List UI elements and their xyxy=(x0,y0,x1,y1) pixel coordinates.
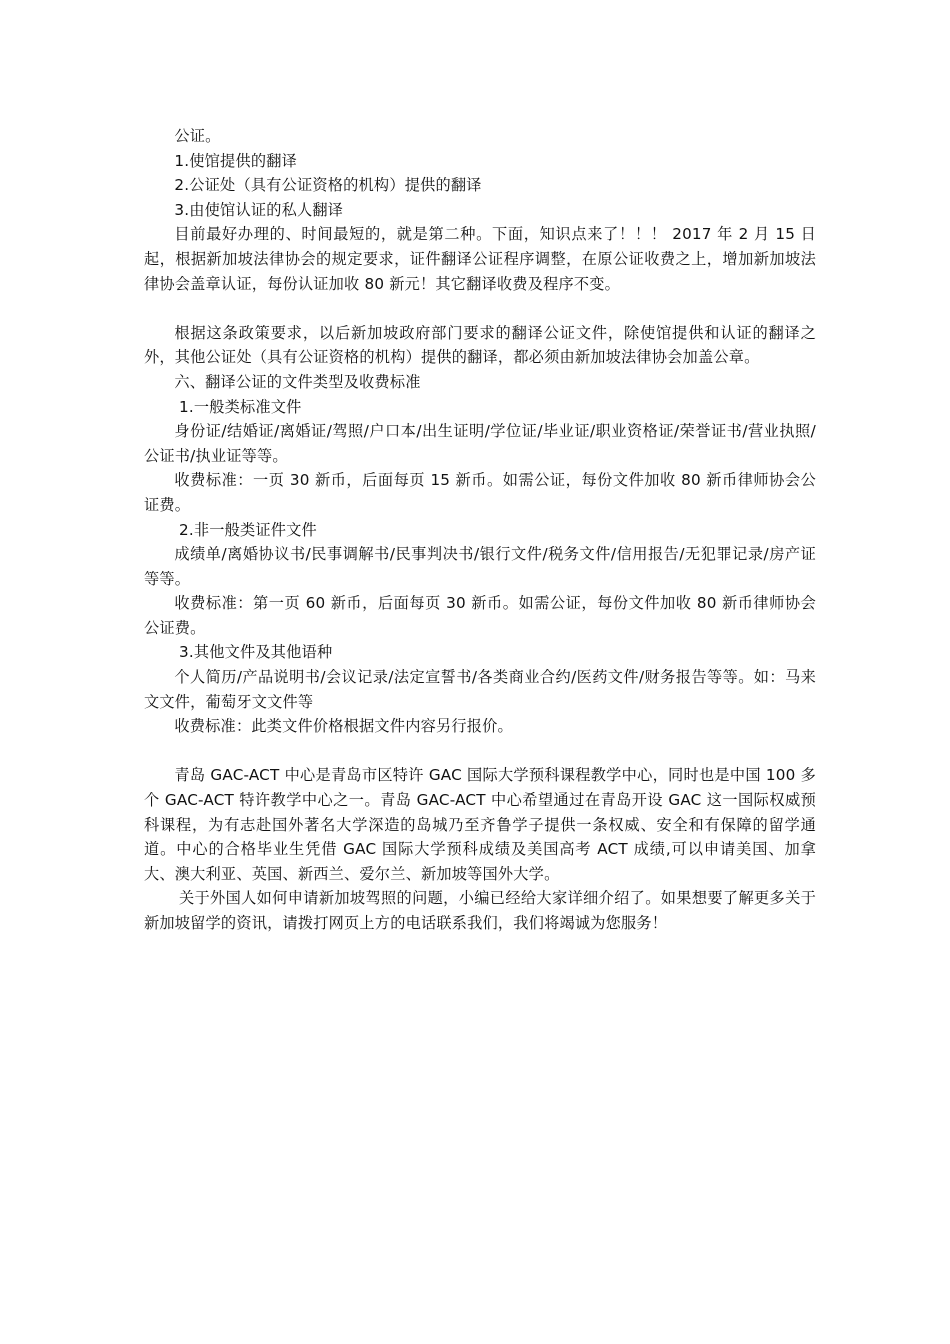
list-item-private-translation: 3.由使馆认证的私人翻译 xyxy=(174,200,344,219)
paragraph-general-documents-list: 身份证/结婚证/离婚证/驾照/户口本/出生证明/学位证/毕业证/职业资格证/荣誉证书/营业执照/公证书/执业证等等。 xyxy=(144,422,816,465)
paragraph-general-fee: 收费标准：一页 30 新币，后面每页 15 新币。如需公证，每份文件加收 80 新币律师协会公证费。 xyxy=(144,471,816,514)
paragraph-other-documents-list: 个人简历/产品说明书/会议记录/法定宣誓书/各类商业合约/医药文件/财务报告等等。如：马来文文件，葡萄牙文文件等 xyxy=(144,668,816,711)
list-item-notary-translation: 2.公证处（具有公证资格的机构）提供的翻译 xyxy=(174,176,482,195)
paragraph-policy-requirement: 根据这条政策要求，以后新加坡政府部门要求的翻译公证文件，除使馆提供和认证的翻译之外，其他公证处（具有公证资格的机构）提供的翻译，都必须由新加坡法律协会加盖公章。 xyxy=(144,323,816,367)
paragraph-other-fee: 收费标准：此类文件价格根据文件内容另行报价。 xyxy=(174,717,513,736)
subheading-other-documents: 3.其他文件及其他语种 xyxy=(178,643,333,662)
paragraph-closing: 关于外国人如何申请新加坡驾照的问题，小编已经给大家详细介绍了。如果想要了解更多关于新加坡留学的资讯，请拨打网页上方的电话联系我们，我们将竭诚为您服务！ xyxy=(144,889,816,932)
subheading-general-documents: 1.一般类标准文件 xyxy=(178,397,302,416)
document-body xyxy=(144,124,816,936)
paragraph-nongeneral-documents-list: 成绩单/离婚协议书/民事调解书/民事判决书/银行文件/税务文件/信用报告/无犯罪记录/房产证等等。 xyxy=(144,545,816,588)
paragraph-nongeneral-fee: 收费标准：第一页 60 新币，后面每页 30 新币。如需公证，每份文件加收 80 新币律师协会公证费。 xyxy=(144,594,816,637)
paragraph-gac-act-center: 青岛 GAC-ACT 中心是青岛市区特许 GAC 国际大学预科课程教学中心，同时也是中国 100 多个 GAC-ACT 特许教学中心之一。青岛 GAC-ACT 中心希望通过在青岛开设 GAC 这一国际权威预科课程，为有志赴国外著名大学深造的岛城乃至齐鲁学子提供一条权威、安全和有保障的留学通道。中心的合格毕业生凭借 GAC 国际大学预科成绩及美国高考 ACT 成绩,可以申请美国、加拿大、澳大利亚、英国、新西兰、爱尔兰、新加坡等国外大学。 xyxy=(144,766,816,883)
list-item-embassy-translation: 1.使馆提供的翻译 xyxy=(174,151,297,170)
paragraph-notarization-end: 公证。 xyxy=(174,127,221,145)
subheading-nongeneral-documents: 2.非一般类证件文件 xyxy=(178,520,317,539)
section-heading-document-types: 六、翻译公证的文件类型及收费标准 xyxy=(174,372,421,391)
paragraph-policy-change: 目前最好办理的、时间最短的，就是第二种。下面，知识点来了！！！ 2017 年 2 月 15 日起，根据新加坡法律协会的规定要求，证件翻译公证程序调整，在原公证收费之上，增加新加坡法律协会盖章认证，每份认证加收 80 新元！其它翻译收费及程序不变。 xyxy=(144,225,816,293)
